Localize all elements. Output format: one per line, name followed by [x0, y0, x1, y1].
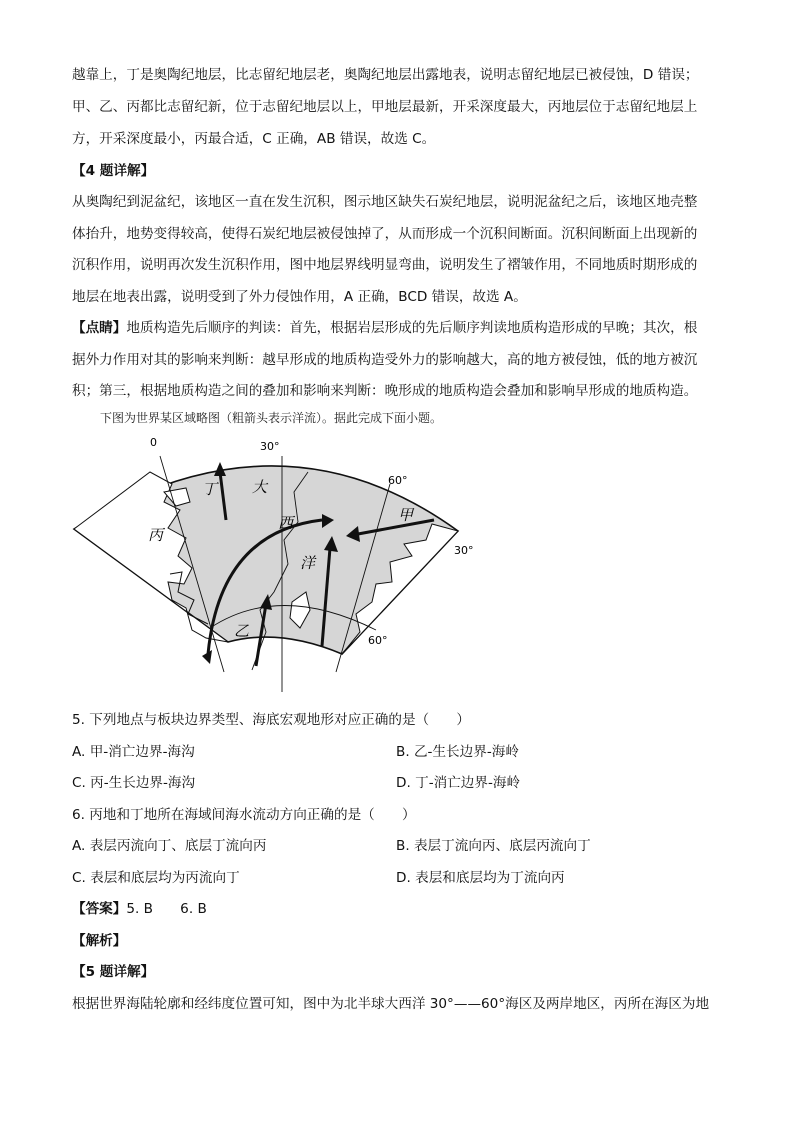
label-bing: 丙	[148, 526, 164, 544]
label-lon-left: 0	[150, 436, 157, 449]
q5-option-a[interactable]: A. 甲-消亡边界-海沟	[72, 744, 195, 760]
tip-label: 【点睛】	[72, 320, 127, 336]
question-5-stem: 5. 下列地点与板块边界类型、海底宏观地形对应正确的是（ ）	[72, 712, 470, 728]
answer-label: 【答案】	[72, 901, 127, 917]
section-heading-q5: 【5 题详解】	[72, 964, 155, 980]
paragraph-line: 方，开采深度最小，丙最合适，C 正确，AB 错误，故选 C。	[72, 131, 436, 147]
label-lat-right: 30°	[454, 544, 474, 557]
q6-option-b[interactable]: B. 表层丁流向丙、底层丙流向丁	[396, 838, 591, 854]
label-lat-bottom: 60°	[368, 634, 388, 647]
label-lon-top: 30°	[260, 440, 280, 453]
paragraph-line: 沉积作用，说明再次发生沉积作用，图中地层界线明显弯曲，说明发生了褶皱作用，不同地质时期形成的	[72, 257, 698, 273]
paragraph-line: 根据世界海陆轮廓和经纬度位置可知，图中为北半球大西洋 30°——60°海区及两岸地区，丙所在海区为地	[72, 996, 710, 1012]
paragraph-line: 越靠上，丁是奥陶纪地层，比志留纪地层老，奥陶纪地层出露地表，说明志留纪地层已被侵蚀，D 错误；	[72, 67, 699, 83]
label-lon-right: 60°	[388, 474, 408, 487]
paragraph-line: 从奥陶纪到泥盆纪，该地区一直在发生沉积，图示地区缺失石炭纪地层，说明泥盆纪之后，该地区地壳整	[72, 194, 698, 210]
paragraph-line: 甲、乙、丙都比志留纪新，位于志留纪地层以上，甲地层最新，开采深度最大，丙地层位于志留纪地层上	[72, 99, 698, 115]
analysis-label: 【解析】	[72, 933, 127, 949]
answer-line	[72, 894, 724, 926]
label-jia: 甲	[398, 506, 414, 524]
label-xi: 西	[278, 514, 294, 532]
question-6-stem: 6. 丙地和丁地所在海域间海水流动方向正确的是（ ）	[72, 807, 416, 823]
q6-option-d[interactable]: D. 表层和底层均为丁流向丙	[396, 870, 565, 886]
paragraph-line: 地层在地表出露，说明受到了外力侵蚀作用，A 正确，BCD 错误，故选 A。	[72, 289, 527, 305]
region-map	[60, 432, 500, 700]
q5-option-c[interactable]: C. 丙-生长边界-海沟	[72, 775, 196, 791]
q6-option-c[interactable]: C. 表层和底层均为丙流向丁	[72, 870, 240, 886]
answer-value: 5. B 6. B	[126, 901, 207, 917]
paragraph-line: 据外力作用对其的影响来判断：越早形成的地质构造受外力的影响越大，高的地方被侵蚀，低的地方被沉	[72, 352, 698, 368]
label-ding: 丁	[202, 480, 218, 498]
tip-line	[72, 313, 724, 345]
label-da: 大	[252, 478, 268, 496]
tip-text: 地质构造先后顺序的判读：首先，根据岩层形成的先后顺序判读地质构造形成的早晚；其次，根	[126, 320, 698, 336]
figure-caption: 下图为世界某区域略图（粗箭头表示洋流）。据此完成下面小题。	[100, 411, 443, 425]
paragraph-line: 体抬升，地势变得较高，使得石炭纪地层被侵蚀掉了，从而形成一个沉积间断面。沉积间断面上出现新的	[72, 226, 698, 242]
q5-option-b[interactable]: B. 乙-生长边界-海岭	[396, 744, 519, 760]
q5-option-d[interactable]: D. 丁-消亡边界-海岭	[396, 775, 521, 791]
paragraph-line: 积；第三，根据地质构造之间的叠加和影响来判断：晚形成的地质构造会叠加和影响早形成的地质构造。	[72, 383, 698, 399]
section-heading-q4: 【4 题详解】	[72, 163, 155, 179]
label-yi: 乙	[234, 622, 250, 640]
label-yang: 洋	[300, 554, 316, 572]
q6-option-a[interactable]: A. 表层丙流向丁、底层丁流向丙	[72, 838, 267, 854]
